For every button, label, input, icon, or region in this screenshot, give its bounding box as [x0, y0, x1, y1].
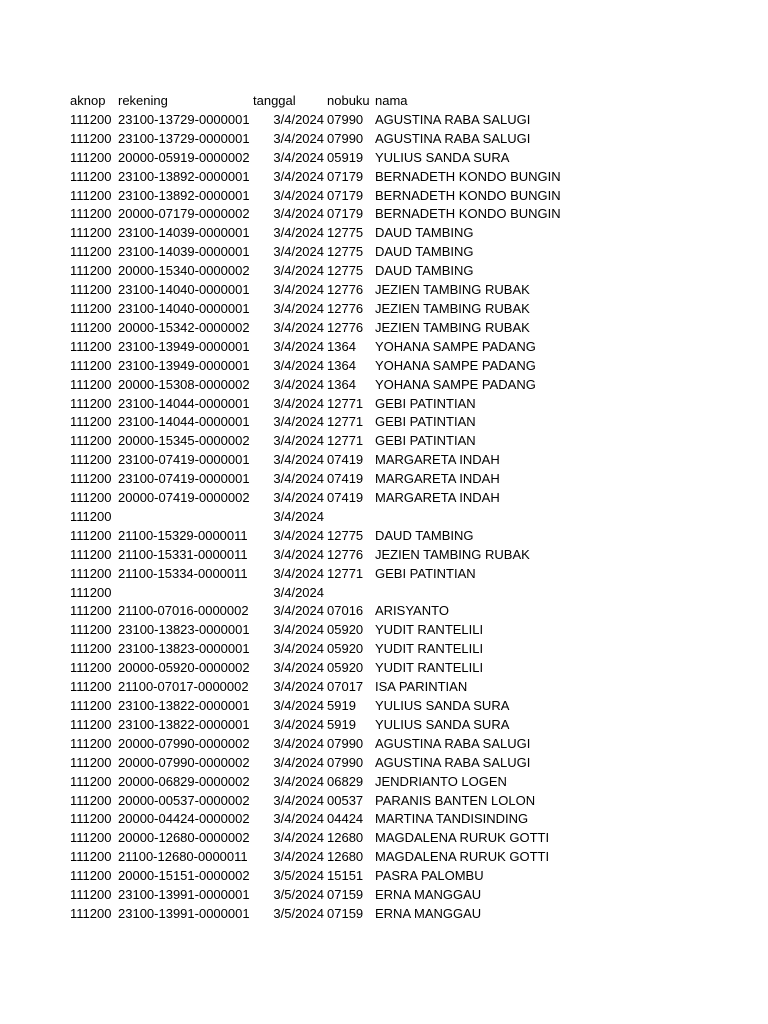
cell-nama: JEZIEN TAMBING RUBAK [375, 319, 530, 335]
cell-rekening: 23100-13823-0000001 [118, 622, 250, 638]
cell-nobuku: 12776 [327, 300, 364, 316]
cell-aknop: 111200 [70, 754, 112, 770]
cell-aknop: 111200 [70, 849, 112, 865]
cell-nama: GEBI PATINTIAN [375, 565, 476, 581]
cell-nama: BERNADETH KONDO BUNGIN [375, 206, 561, 222]
table-row [70, 395, 561, 414]
cell-nama: AGUSTINA RABA SALUGI [375, 130, 531, 146]
cell-aknop: 111200 [70, 660, 112, 676]
table-row [70, 168, 561, 187]
cell-aknop: 111200 [70, 811, 112, 827]
table-row [70, 886, 561, 905]
data-table [70, 92, 561, 924]
header-tanggal: tanggal [253, 93, 296, 108]
cell-aknop: 111200 [70, 905, 112, 921]
cell-aknop: 111200 [70, 735, 112, 751]
cell-nobuku: 12771 [327, 414, 364, 430]
cell-rekening [118, 508, 253, 527]
cell-tanggal: 3/4/2024 [273, 735, 324, 751]
cell-aknop: 111200 [70, 187, 112, 203]
cell-tanggal: 3/4/2024 [273, 622, 324, 638]
cell-nama: YUDIT RANTELILI [375, 622, 484, 638]
cell-rekening: 20000-07179-0000002 [118, 206, 250, 222]
cell-tanggal: 3/4/2024 [273, 698, 324, 713]
cell-nobuku: 1364 [327, 357, 356, 373]
cell-nobuku: 07159 [327, 887, 364, 903]
cell-nama: AGUSTINA RABA SALUGI [375, 111, 531, 127]
cell-tanggal: 3/4/2024 [273, 244, 324, 260]
cell-rekening: 21100-15329-0000011 [118, 527, 248, 543]
cell-nama: YOHANA SAMPE PADANG [375, 338, 536, 354]
cell-nobuku: 12776 [327, 282, 364, 298]
cell-aknop: 111200 [70, 433, 112, 449]
table-row [70, 451, 561, 470]
cell-tanggal: 3/4/2024 [273, 357, 324, 373]
cell-tanggal: 3/4/2024 [273, 565, 324, 581]
cell-tanggal: 3/4/2024 [273, 773, 324, 789]
cell-aknop: 111200 [70, 357, 112, 373]
cell-aknop: 111200 [70, 622, 112, 638]
cell-tanggal: 3/4/2024 [273, 263, 324, 279]
cell-rekening: 21100-12680-0000011 [118, 849, 248, 865]
cell-aknop: 111200 [70, 565, 112, 581]
cell-tanggal: 3/4/2024 [273, 679, 324, 695]
table-row [70, 130, 561, 149]
cell-tanggal: 3/5/2024 [273, 887, 324, 903]
header-nobuku: nobuku [327, 93, 370, 108]
cell-tanggal: 3/4/2024 [273, 660, 324, 676]
table-row [70, 735, 561, 754]
cell-nama [375, 508, 561, 527]
cell-rekening: 20000-15340-0000002 [118, 263, 250, 279]
cell-nama: MAGDALENA RURUK GOTTI [375, 830, 550, 846]
cell-rekening: 20000-15345-0000002 [118, 433, 250, 449]
cell-nobuku: 12775 [327, 527, 364, 543]
cell-nama: DAUD TAMBING [375, 244, 474, 260]
cell-tanggal: 3/4/2024 [273, 111, 324, 127]
cell-nobuku: 12775 [327, 225, 364, 241]
cell-tanggal: 3/4/2024 [273, 187, 324, 203]
cell-nama: YULIUS SANDA SURA [375, 149, 510, 165]
cell-nama: GEBI PATINTIAN [375, 433, 476, 449]
cell-nobuku: 12771 [327, 565, 364, 581]
cell-rekening: 23100-13823-0000001 [118, 641, 250, 657]
cell-nobuku: 1364 [327, 376, 356, 392]
table-row [70, 848, 561, 867]
cell-rekening [118, 584, 253, 603]
cell-nama: YUDIT RANTELILI [375, 641, 484, 657]
cell-tanggal: 3/4/2024 [273, 168, 324, 184]
cell-rekening: 23100-14040-0000001 [118, 300, 250, 316]
cell-tanggal: 3/4/2024 [273, 716, 324, 732]
cell-nama: YOHANA SAMPE PADANG [375, 376, 536, 392]
cell-nama: AGUSTINA RABA SALUGI [375, 754, 531, 770]
cell-tanggal: 3/4/2024 [273, 300, 324, 316]
cell-nobuku: 07990 [327, 754, 364, 770]
table-row [70, 508, 561, 527]
cell-tanggal: 3/4/2024 [273, 508, 324, 524]
cell-nama: ISA PARINTIAN [375, 679, 468, 695]
table-body [70, 111, 561, 924]
cell-rekening: 20000-06829-0000002 [118, 773, 250, 789]
cell-tanggal: 3/4/2024 [273, 395, 324, 411]
cell-nobuku: 07419 [327, 490, 364, 506]
cell-rekening: 23100-14039-0000001 [118, 244, 250, 260]
cell-nobuku: 05920 [327, 660, 364, 676]
cell-nama: ARISYANTO [375, 603, 449, 619]
cell-rekening: 23100-14040-0000001 [118, 282, 250, 298]
cell-aknop: 111200 [70, 698, 112, 713]
cell-nama: YUDIT RANTELILI [375, 660, 484, 676]
cell-nobuku: 05919 [327, 149, 364, 165]
table-row [70, 527, 561, 546]
table-row [70, 243, 561, 262]
cell-tanggal: 3/4/2024 [273, 830, 324, 846]
cell-nobuku: 07990 [327, 111, 364, 127]
header-rekening: rekening [118, 93, 168, 108]
cell-rekening: 21100-15331-0000011 [118, 546, 248, 562]
cell-aknop: 111200 [70, 395, 112, 411]
cell-aknop: 111200 [70, 130, 112, 146]
cell-nobuku: 12775 [327, 244, 364, 260]
table-row [70, 829, 561, 848]
table-row [70, 602, 561, 621]
cell-nama: AGUSTINA RABA SALUGI [375, 735, 531, 751]
cell-tanggal: 3/4/2024 [273, 452, 324, 468]
cell-tanggal: 3/4/2024 [273, 490, 324, 506]
cell-aknop: 111200 [70, 773, 112, 789]
cell-nobuku: 06829 [327, 773, 364, 789]
spreadsheet [70, 92, 561, 924]
cell-nama: JEZIEN TAMBING RUBAK [375, 282, 530, 298]
table-row [70, 432, 561, 451]
cell-nobuku: 5919 [327, 716, 356, 732]
cell-nobuku: 12680 [327, 849, 364, 865]
cell-tanggal: 3/5/2024 [273, 905, 324, 921]
cell-nobuku: 12776 [327, 546, 364, 562]
cell-nama: MARGARETA INDAH [375, 490, 500, 506]
cell-nobuku: 07419 [327, 471, 364, 487]
cell-rekening: 20000-07990-0000002 [118, 754, 250, 770]
cell-rekening: 23100-13822-0000001 [118, 716, 250, 732]
cell-aknop: 111200 [70, 546, 112, 562]
cell-rekening: 20000-15342-0000002 [118, 319, 250, 335]
cell-aknop: 111200 [70, 338, 112, 354]
cell-tanggal: 3/4/2024 [273, 130, 324, 146]
cell-rekening: 21100-07017-0000002 [118, 679, 249, 695]
table-row [70, 621, 561, 640]
cell-rekening: 23100-13729-0000001 [118, 111, 250, 127]
table-row [70, 678, 561, 697]
cell-tanggal: 3/4/2024 [273, 792, 324, 808]
cell-tanggal: 3/4/2024 [273, 414, 324, 430]
table-row [70, 281, 561, 300]
cell-tanggal: 3/4/2024 [273, 433, 324, 449]
table-row [70, 546, 561, 565]
table-row [70, 905, 561, 924]
cell-tanggal: 3/4/2024 [273, 811, 324, 827]
cell-rekening: 23100-13991-0000001 [118, 905, 250, 921]
table-row [70, 413, 561, 432]
cell-nama: MARGARETA INDAH [375, 471, 500, 487]
cell-rekening: 23100-13991-0000001 [118, 887, 250, 903]
cell-rekening: 20000-07990-0000002 [118, 735, 250, 751]
cell-nama: BERNADETH KONDO BUNGIN [375, 168, 561, 184]
cell-nama: GEBI PATINTIAN [375, 395, 476, 411]
table-row [70, 773, 561, 792]
cell-aknop: 111200 [70, 471, 112, 487]
cell-nobuku: 07179 [327, 206, 364, 222]
cell-rekening: 23100-13892-0000001 [118, 187, 250, 203]
cell-nama: JENDRIANTO LOGEN [375, 773, 507, 789]
cell-aknop: 111200 [70, 206, 112, 222]
table-row [70, 300, 561, 319]
table-row [70, 319, 561, 338]
cell-nobuku: 12771 [327, 433, 364, 449]
cell-rekening: 21100-07016-0000002 [118, 603, 249, 619]
cell-rekening: 20000-15151-0000002 [118, 868, 250, 884]
cell-rekening: 21100-15334-0000011 [118, 565, 248, 581]
cell-nama: ERNA MANGGAU [375, 887, 482, 903]
cell-aknop: 111200 [70, 376, 112, 392]
table-row [70, 205, 561, 224]
cell-aknop: 111200 [70, 527, 112, 543]
cell-aknop: 111200 [70, 319, 112, 335]
cell-nobuku [324, 584, 375, 603]
table-row [70, 376, 561, 395]
cell-aknop: 111200 [70, 792, 112, 808]
table-row [70, 640, 561, 659]
cell-nama: PASRA PALOMBU [375, 868, 484, 884]
table-row [70, 489, 561, 508]
cell-nobuku: 07990 [327, 130, 364, 146]
cell-aknop: 111200 [70, 603, 112, 619]
cell-nama: DAUD TAMBING [375, 225, 474, 241]
cell-aknop: 111200 [70, 641, 112, 657]
table-row [70, 111, 561, 130]
table-row [70, 810, 561, 829]
cell-rekening: 20000-05920-0000002 [118, 660, 250, 676]
header-aknop: aknop [70, 93, 106, 108]
cell-nobuku: 12680 [327, 830, 364, 846]
cell-rekening: 23100-13822-0000001 [118, 698, 250, 713]
cell-nama: MARGARETA INDAH [375, 452, 500, 468]
cell-rekening: 23100-07419-0000001 [118, 452, 250, 468]
header-row [70, 92, 561, 111]
cell-tanggal: 3/4/2024 [273, 849, 324, 865]
cell-nama: ERNA MANGGAU [375, 905, 482, 921]
cell-rekening: 20000-04424-0000002 [118, 811, 250, 827]
cell-aknop: 111200 [70, 452, 112, 468]
cell-nobuku: 07419 [327, 452, 364, 468]
cell-nobuku: 00537 [327, 792, 364, 808]
cell-nama: JEZIEN TAMBING RUBAK [375, 300, 530, 316]
cell-tanggal: 3/4/2024 [273, 338, 324, 354]
cell-nama: PARANIS BANTEN LOLON [375, 792, 536, 808]
cell-rekening: 20000-05919-0000002 [118, 149, 250, 165]
cell-nobuku: 05920 [327, 641, 364, 657]
cell-nobuku: 07016 [327, 603, 364, 619]
cell-rekening: 23100-13949-0000001 [118, 357, 250, 373]
cell-nobuku: 07017 [327, 679, 364, 695]
cell-tanggal: 3/4/2024 [273, 603, 324, 619]
cell-rekening: 20000-00537-0000002 [118, 792, 250, 808]
cell-nobuku: 12775 [327, 263, 364, 279]
table-row [70, 697, 561, 716]
cell-aknop: 111200 [70, 414, 112, 430]
table-row [70, 224, 561, 243]
cell-tanggal: 3/4/2024 [273, 641, 324, 657]
header-nama: nama [375, 93, 408, 108]
table-row [70, 565, 561, 584]
cell-nama: MAGDALENA RURUK GOTTI [375, 849, 550, 865]
table-row [70, 716, 561, 735]
cell-tanggal: 3/4/2024 [273, 584, 324, 600]
cell-rekening: 20000-12680-0000002 [118, 830, 250, 846]
cell-tanggal: 3/4/2024 [273, 282, 324, 298]
cell-tanggal: 3/4/2024 [273, 149, 324, 165]
cell-rekening: 23100-14044-0000001 [118, 395, 250, 411]
cell-nama: DAUD TAMBING [375, 527, 474, 543]
table-row [70, 338, 561, 357]
cell-nobuku: 07990 [327, 735, 364, 751]
cell-aknop: 111200 [70, 111, 112, 127]
cell-aknop: 111200 [70, 168, 112, 184]
table-row [70, 584, 561, 603]
cell-nobuku: 07179 [327, 168, 364, 184]
cell-nama: YULIUS SANDA SURA [375, 716, 510, 732]
cell-aknop: 111200 [70, 679, 112, 695]
cell-tanggal: 3/5/2024 [273, 868, 324, 884]
cell-nobuku: 04424 [327, 811, 364, 827]
cell-tanggal: 3/4/2024 [273, 225, 324, 241]
cell-nobuku [324, 508, 375, 527]
cell-aknop: 111200 [70, 830, 112, 846]
cell-rekening: 23100-13892-0000001 [118, 168, 250, 184]
cell-rekening: 23100-14044-0000001 [118, 414, 250, 430]
cell-nobuku: 1364 [327, 338, 356, 354]
cell-nama: BERNADETH KONDO BUNGIN [375, 187, 561, 203]
cell-rekening: 20000-07419-0000002 [118, 490, 250, 506]
cell-aknop: 111200 [70, 584, 112, 600]
cell-nobuku: 07159 [327, 905, 364, 921]
cell-tanggal: 3/4/2024 [273, 527, 324, 543]
cell-rekening: 23100-14039-0000001 [118, 225, 250, 241]
cell-tanggal: 3/4/2024 [273, 471, 324, 487]
cell-tanggal: 3/4/2024 [273, 206, 324, 222]
cell-tanggal: 3/4/2024 [273, 546, 324, 562]
cell-nama: DAUD TAMBING [375, 263, 474, 279]
cell-nama: YOHANA SAMPE PADANG [375, 357, 536, 373]
table-row [70, 659, 561, 678]
table-row [70, 470, 561, 489]
cell-nama: JEZIEN TAMBING RUBAK [375, 546, 530, 562]
cell-nobuku: 5919 [327, 698, 356, 713]
cell-nama [375, 584, 561, 603]
cell-rekening: 23100-13729-0000001 [118, 130, 250, 146]
cell-aknop: 111200 [70, 490, 112, 506]
cell-aknop: 111200 [70, 716, 112, 732]
cell-nobuku: 12776 [327, 319, 364, 335]
cell-nama: YULIUS SANDA SURA [375, 698, 510, 713]
table-row [70, 187, 561, 206]
cell-nobuku: 07179 [327, 187, 364, 203]
cell-aknop: 111200 [70, 244, 112, 260]
cell-rekening: 23100-13949-0000001 [118, 338, 250, 354]
cell-nama: GEBI PATINTIAN [375, 414, 476, 430]
cell-aknop: 111200 [70, 868, 112, 884]
cell-nobuku: 15151 [327, 868, 364, 884]
cell-aknop: 111200 [70, 225, 112, 241]
cell-aknop: 111200 [70, 149, 112, 165]
cell-nobuku: 05920 [327, 622, 364, 638]
cell-tanggal: 3/4/2024 [273, 319, 324, 335]
cell-rekening: 20000-15308-0000002 [118, 376, 250, 392]
cell-tanggal: 3/4/2024 [273, 376, 324, 392]
cell-aknop: 111200 [70, 887, 112, 903]
cell-nama: MARTINA TANDISINDING [375, 811, 529, 827]
cell-nobuku: 12771 [327, 395, 364, 411]
table-row [70, 792, 561, 811]
cell-tanggal: 3/4/2024 [273, 754, 324, 770]
table-row [70, 867, 561, 886]
table-row [70, 754, 561, 773]
cell-aknop: 111200 [70, 282, 112, 298]
cell-aknop: 111200 [70, 508, 112, 524]
cell-rekening: 23100-07419-0000001 [118, 471, 250, 487]
table-row [70, 262, 561, 281]
table-row [70, 357, 561, 376]
cell-aknop: 111200 [70, 263, 112, 279]
table-row [70, 149, 561, 168]
cell-aknop: 111200 [70, 300, 112, 316]
